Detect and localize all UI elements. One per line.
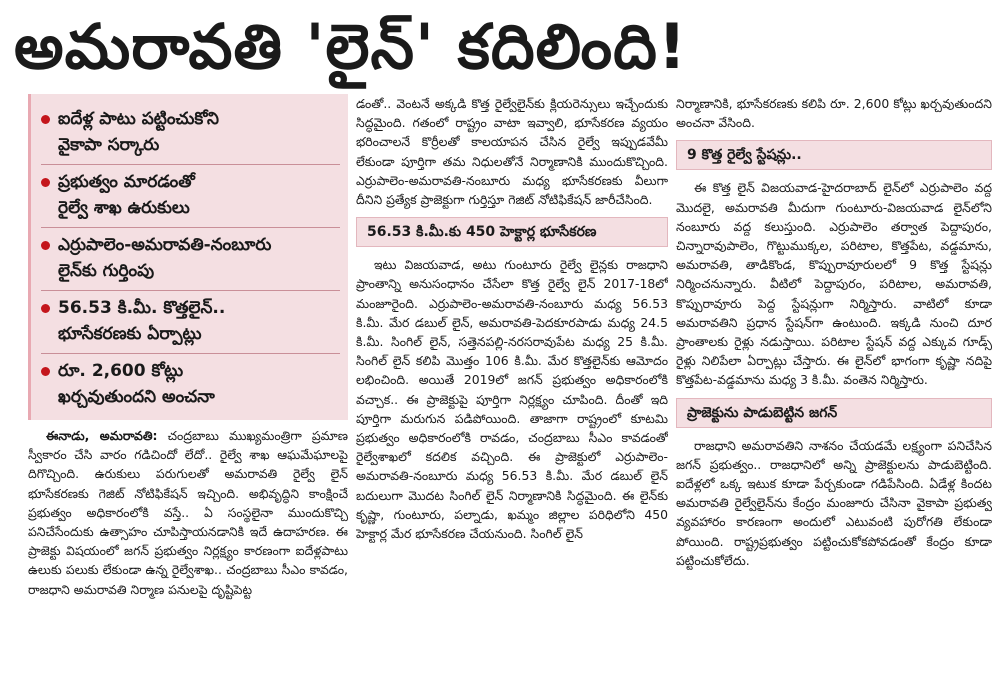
bullet-icon: [41, 304, 50, 313]
highlight-item: [41, 354, 340, 416]
highlight-item: [41, 102, 340, 165]
article-paragraph: ఈ కొత్త లైన్ విజయవాడ-హైదరాబాద్ లైన్‌లో ఎర్రుపాలెం వద్ద మొదలై, అమరావతి మీదుగా గుంటూరు-విజయవాడ లైన్‌లోని నంబూరు వద్ద కలుస్తుంది. ఎర్రుపాలెం తర్వాత పెద్దాపురం, చిన్నారావుపాలెం, గొట్టుముక్కల, పరిటాల, కొత్తపేట, వడ్డమాను, అమరావతి, తాడికొండ, కొప్పురావూరులలో 9 కొత్త స్టేషన్లు నిర్మించనున్నారు. వీటిలో పెద్దాపురం, పరిటాల, అమరావతి, కొప్పురావూరు పెద్ద స్టేషన్లుగా నిర్మిస్తారు. వాటిలో కూడా అమరావతిని ప్రధాన స్టేషన్‌గా ఉంటుంది. ఇక్కడి నుంచి దూర ప్రాంతాలకు రైళ్లు నడుస్తాయి. పరిటాల స్టేషన్ వద్ద ఎక్కువ గూడ్స్ రైళ్లు నిలిపేలా ఏర్పాట్లు చేస్తారు. ఈ లైన్‌లో భాగంగా కృష్ణా నదిపై కొత్తపేట-వడ్డమాను మధ్య 3 కి.మీ. వంతెన నిర్మిస్తారు.: [676, 180, 992, 388]
section-subhead: ప్రాజెక్టును పాడుబెట్టిన జగన్: [676, 398, 992, 428]
article-paragraph: డంతో.. వెంటనే అక్కడి కొత్త రైల్వేలైన్‌కు క్లియరెన్సులు ఇచ్చేందుకు సిద్ధమైంది. గతంలో రాష్ట్రం వాటా ఇవ్వాలి, భూసేకరణ వ్యయం భరించాలనే కొర్రీలతో కాలయాపన చేసిన రైల్వే ఇప్పుడవేమీ లేకుండా పూర్తిగా తమ నిధులతోనే నిర్మాణానికి ముందుకొచ్చింది. ఎర్రుపాలెం-అమరావతి-నంబూరు మధ్య భూసేకరణకు వీలుగా దీనిని ప్రత్యేక ప్రాజెక్టుగా గుర్తిస్తూ గెజిట్ నోటిఫికేషన్ జారీచేసింది.: [356, 96, 668, 208]
highlight-line: ఖర్చవుతుందని అంచనా: [58, 387, 215, 407]
highlight-line: 56.53 కి.మీ. కొత్తలైన్..: [58, 298, 226, 318]
highlight-text: [58, 358, 215, 410]
highlight-text: [58, 295, 225, 347]
highlights-box: [28, 94, 348, 420]
article-paragraph: [28, 426, 348, 599]
highlight-item: [41, 291, 340, 354]
column-1: [28, 94, 348, 684]
bullet-icon: [41, 115, 50, 124]
highlight-item: [41, 165, 340, 228]
page-headline: అమరావతి 'లైన్' కదిలింది!: [14, 10, 688, 83]
highlight-line: రైల్వే శాఖ ఉరుకులు: [58, 198, 190, 218]
bullet-icon: [41, 367, 50, 376]
bullet-icon: [41, 178, 50, 187]
dateline: ఈనాడు, అమరావతి:: [46, 428, 158, 443]
article-paragraph: ఇటు విజయవాడ, అటు గుంటూరు రైల్వే లైన్లకు రాజధాని ప్రాంతాన్ని అనుసంధానం చేసేలా కొత్త రైల్వే లైన్ 2017-18లో మంజూరైంది. ఎర్రుపాలెం-అమరావతి-నంబూరు మధ్య 56.53 కి.మీ. మేర డబుల్ లైన్, అమరావతి-పెదకూరపాడు మధ్య 24.5 కి.మీ. సింగిల్ లైన్, సత్తెనపల్లి-నరసరావుపేట మధ్య 25 కి.మీ. సింగిల్ లైన్ కలిపి మొత్తం 106 కి.మీ. మేర కొత్తలైన్‌కు ఆమోదం లభించింది. అయితే 2019లో జగన్ ప్రభుత్వం అధికారంలోకి వచ్చాక.. ఈ ప్రాజెక్టుపై పూర్తిగా నిర్లక్ష్యం చూపింది. దీంతో ఇది పూర్తిగా మరుగున పడిపోయింది. తాజాగా రాష్ట్రంలో కూటమి ప్రభుత్వం అధికారంలోకి రావడం, చంద్రబాబు సీఎం కావడంతో రైల్వేశాఖలో కదలిక వచ్చింది. ఈ ప్రాజెక్టులో ఎర్రుపాలెం-అమరావతి-నంబూరు మధ్య 56.53 కి.మీ. మేర డబుల్ లైన్ బదులుగా మొదట సింగిల్ లైన్ నిర్మాణానికి సిద్ధమైంది. ఈ లైన్‌కు కృష్ణా, గుంటూరు, పల్నాడు, ఖమ్మం జిల్లాల పరిధిలోని 450 హెక్టార్ల మేర భూసేకరణ చేయనుంది. సింగిల్ లైన్: [356, 257, 668, 542]
highlight-line: లైన్‌కు గుర్తింపు: [58, 261, 155, 281]
highlight-item: [41, 228, 340, 291]
highlight-line: ప్రభుత్వం మారడంతో: [58, 172, 195, 192]
article-paragraph: రాజధాని అమరావతిని నాశనం చేయడమే లక్ష్యంగా పనిచేసిన జగన్ ప్రభుత్వం.. రాజధానిలో అన్ని ప్రాజెక్టులను పాడుబెట్టింది. ఐదేళ్లలో ఒక్క ఇటుక కూడా పేర్చకుండా గడిపేసింది. ఏడేళ్ల కిందట అమరావతి రైల్వేలైన్‌ను కేంద్రం మంజూరు చేసినా వైకాపా ప్రభుత్వ వ్యవహారం కారణంగా అందులో ఎటువంటి పురోగతి లేకుండా పోయింది. రాష్ట్రప్రభుత్వం పట్టించుకోకపోవడంతో కేంద్రం కూడా పట్టించుకోలేదు.: [676, 437, 992, 568]
article-paragraph: నిర్మాణానికి, భూసేకరణకు కలిపి రూ. 2,600 కోట్లు ఖర్చవుతుందని అంచనా వేసింది.: [676, 96, 992, 131]
highlight-text: [58, 169, 195, 221]
section-subhead: 9 కొత్త రైల్వే స్టేషన్లు..: [676, 140, 992, 170]
highlight-line: వైకాపా సర్కారు: [58, 135, 160, 155]
highlight-line: రూ. 2,600 కోట్లు: [58, 361, 184, 381]
highlight-line: భూసేకరణకు ఏర్పాట్లు: [58, 324, 202, 344]
highlight-text: [58, 106, 219, 158]
article-text: చంద్రబాబు ముఖ్యమంత్రిగా ప్రమాణ స్వీకారం చేసి వారం గడిచిందో లేదో.. రైల్వే శాఖ ఆఘమేఘాలపై దిగొచ్చింది. ఉరుకులు పరుగులతో అమరావతి రైల్వే లైన్ భూసేకరణకు గెజిట్ నోటిఫికేషన్ ఇచ్చింది. అభివృద్ధిని కాంక్షించే ప్రభుత్వం అధికారంలోకి వస్తే.. ఏ సంస్థలైనా ముందుకొచ్చి పనిచేసేందుకు ఉత్సాహం చూపిస్తాయనడానికి ఇదే ఉదాహరణ. ఈ ప్రాజెక్టు విషయంలో జగన్ ప్రభుత్వం నిర్లక్ష్యం కారణంగా ఐదేళ్లపాటు ఉలుకు పలుకు లేకుండా ఉన్న రైల్వేశాఖ.. చంద్రబాబు సీఎం కావడం, రాజధాని అమరావతి నిర్మాణ పనులపై దృష్టిపెట్ట: [28, 428, 348, 597]
highlight-text: [58, 232, 271, 284]
section-subhead: 56.53 కి.మీ.కు 450 హెక్టార్ల భూసేకరణ: [356, 217, 668, 247]
bullet-icon: [41, 241, 50, 250]
column-2: [356, 94, 668, 684]
highlight-line: ఎర్రుపాలెం-అమరావతి-నంబూరు: [58, 235, 272, 255]
column-3: [676, 94, 992, 684]
highlight-line: ఐదేళ్ల పాటు పట్టించుకోని: [58, 109, 219, 129]
